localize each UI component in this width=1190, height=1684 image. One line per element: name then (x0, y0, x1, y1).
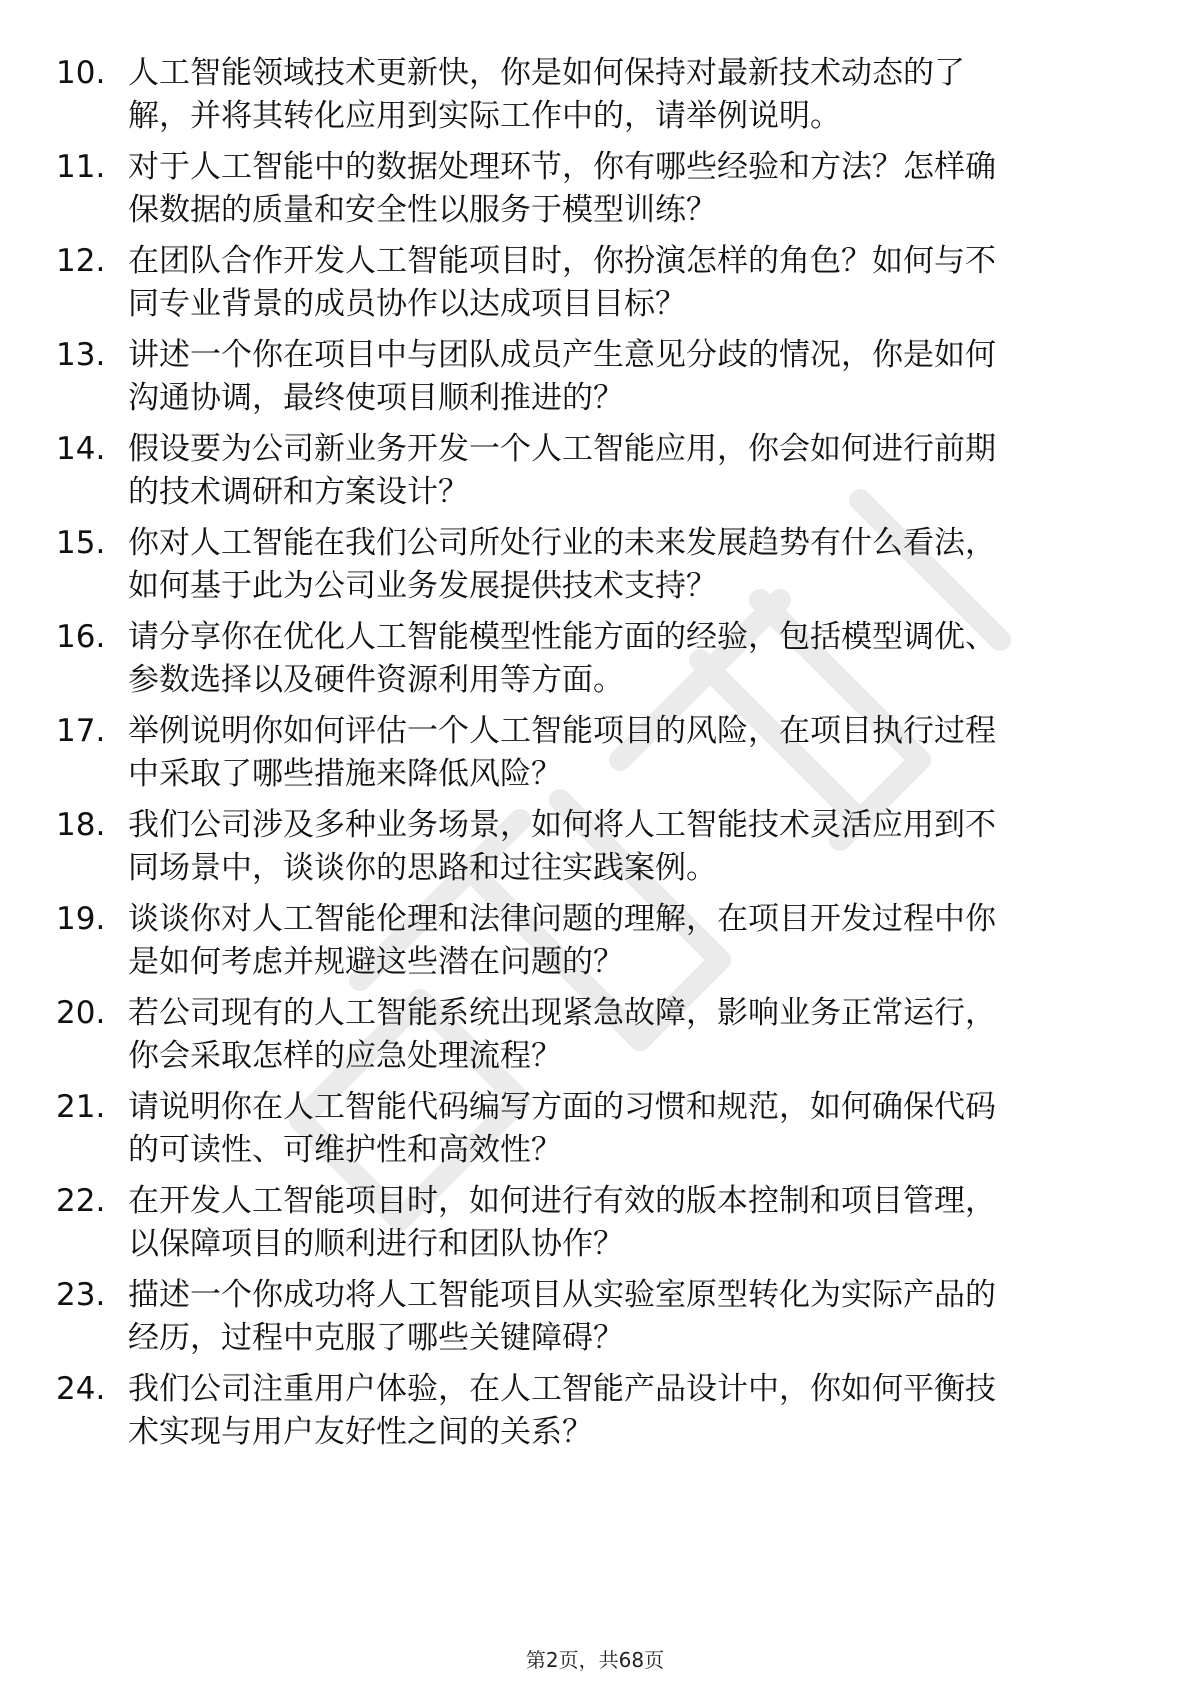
question-number: 16. (56, 619, 106, 655)
question-text-line-1: 你对人工智能在我们公司所处行业的未来发展趋势有什么看法， (128, 525, 996, 561)
question-text-line-2: 的可读性、可维护性和高效性？ (128, 1132, 562, 1168)
question-text-line-2: 术实现与用户友好性之间的关系？ (128, 1414, 593, 1450)
question-number: 13. (56, 337, 106, 373)
question-item (56, 710, 1136, 796)
question-list (56, 52, 1136, 1462)
question-text-line-2: 中采取了哪些措施来降低风险？ (128, 756, 562, 792)
question-item (56, 334, 1136, 420)
question-text-line-2: 同场景中，谈谈你的思路和过往实践案例。 (128, 850, 717, 886)
question-text-line-1: 请分享你在优化人工智能模型性能方面的经验，包括模型调优、 (128, 619, 996, 655)
question-text-line-2: 参数选择以及硬件资源利用等方面。 (128, 662, 624, 698)
question-text-line-2: 同专业背景的成员协作以达成项目目标？ (128, 286, 686, 322)
question-text-line-1: 谈谈你对人工智能伦理和法律问题的理解，在项目开发过程中你 (128, 901, 996, 937)
question-number: 24. (56, 1371, 106, 1407)
question-number: 23. (56, 1277, 106, 1313)
question-number: 14. (56, 431, 106, 467)
question-item (56, 1274, 1136, 1360)
question-text-line-1: 若公司现有的人工智能系统出现紧急故障，影响业务正常运行， (128, 995, 996, 1031)
question-text-line-2: 你会采取怎样的应急处理流程？ (128, 1038, 562, 1074)
question-text-line-2: 经历，过程中克服了哪些关键障碍？ (128, 1320, 624, 1356)
question-item (56, 522, 1136, 608)
question-text-line-2: 是如何考虑并规避这些潜在问题的？ (128, 944, 624, 980)
question-text-line-1: 在开发人工智能项目时，如何进行有效的版本控制和项目管理， (128, 1183, 996, 1219)
question-number: 15. (56, 525, 106, 561)
question-text-line-1: 请说明你在人工智能代码编写方面的习惯和规范，如何确保代码 (128, 1089, 996, 1125)
question-item (56, 1180, 1136, 1266)
question-number: 18. (56, 807, 106, 843)
question-number: 11. (56, 149, 106, 185)
question-text-line-1: 我们公司注重用户体验，在人工智能产品设计中，你如何平衡技 (128, 1371, 996, 1407)
question-text-line-1: 讲述一个你在项目中与团队成员产生意见分歧的情况，你是如何 (128, 337, 996, 373)
question-text-line-1: 对于人工智能中的数据处理环节，你有哪些经验和方法？怎样确 (128, 149, 996, 185)
question-item (56, 616, 1136, 702)
page-footer: 第2页，共68页 (525, 1648, 665, 1672)
question-number: 17. (56, 713, 106, 749)
question-number: 10. (56, 55, 106, 91)
question-text-line-1: 假设要为公司新业务开发一个人工智能应用，你会如何进行前期 (128, 431, 996, 467)
question-text-line-2: 以保障项目的顺利进行和团队协作？ (128, 1226, 624, 1262)
question-item (56, 992, 1136, 1078)
question-item (56, 146, 1136, 232)
question-item (56, 804, 1136, 890)
question-item (56, 428, 1136, 514)
question-number: 21. (56, 1089, 106, 1125)
question-number: 20. (56, 995, 106, 1031)
question-text-line-2: 保数据的质量和安全性以服务于模型训练？ (128, 192, 717, 228)
question-text-line-1: 描述一个你成功将人工智能项目从实验室原型转化为实际产品的 (128, 1277, 996, 1313)
question-text-line-2: 解，并将其转化应用到实际工作中的，请举例说明。 (128, 98, 841, 134)
question-number: 22. (56, 1183, 106, 1219)
question-item (56, 240, 1136, 326)
question-text-line-1: 举例说明你如何评估一个人工智能项目的风险，在项目执行过程 (128, 713, 996, 749)
question-number: 12. (56, 243, 106, 279)
question-text-line-2: 沟通协调，最终使项目顺利推进的？ (128, 380, 624, 416)
question-text-line-2: 的技术调研和方案设计？ (128, 474, 469, 510)
question-item (56, 1086, 1136, 1172)
question-number: 19. (56, 901, 106, 937)
question-text-line-1: 人工智能领域技术更新快，你是如何保持对最新技术动态的了 (128, 55, 965, 91)
question-item (56, 1368, 1136, 1454)
question-text-line-1: 在团队合作开发人工智能项目时，你扮演怎样的角色？如何与不 (128, 243, 996, 279)
question-item (56, 52, 1136, 138)
question-text-line-1: 我们公司涉及多种业务场景，如何将人工智能技术灵活应用到不 (128, 807, 996, 843)
question-item (56, 898, 1136, 984)
question-text-line-2: 如何基于此为公司业务发展提供技术支持？ (128, 568, 717, 604)
